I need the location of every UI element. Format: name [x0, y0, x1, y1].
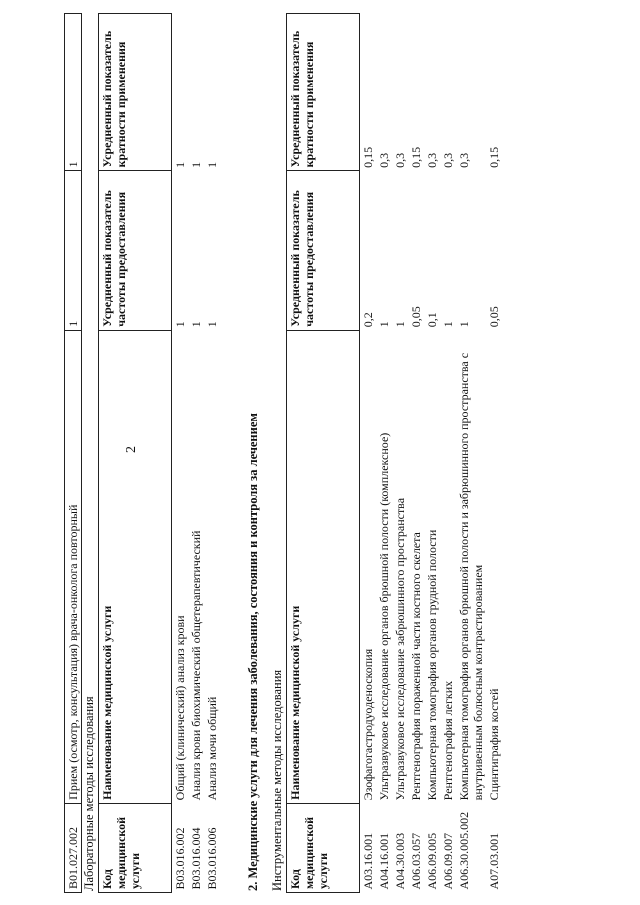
page-number: 2 [124, 446, 139, 453]
cell-code: A03.16.001 [361, 832, 375, 890]
table-row [172, 14, 189, 893]
cell-code: A07.03.001 [487, 832, 501, 890]
cell-multiplicity: 0,15 [409, 146, 423, 168]
table-row [486, 14, 502, 893]
cell-name: Сцинтиграфия костей [487, 688, 501, 801]
cell-code: A06.09.007 [441, 832, 455, 890]
table-row [65, 14, 82, 893]
cell-code: A06.03.057 [409, 832, 423, 890]
cell-code: A06.09.005 [425, 832, 439, 890]
cell-multiplicity: 0,3 [441, 152, 455, 168]
cell-name: Общий (клинический) анализ крови [173, 615, 187, 801]
cell-code: B03.016.006 [205, 827, 219, 890]
cell-name: Ультразвуковое исследование забрюшинного пространства [393, 497, 407, 801]
lab-section-title: Лабораторные методы исследования [82, 696, 96, 891]
cell-multiplicity: 0,3 [425, 152, 439, 168]
table-row [188, 14, 204, 893]
cell-name: Компьютерная томография органов брюшной полости и забрюшинного пространства с внутривенным болюсным контрастированием [457, 352, 485, 801]
top-row-table [64, 13, 82, 893]
cell-multiplicity: 1 [205, 161, 219, 168]
header-row [287, 14, 360, 893]
cell-frequency: 1 [65, 171, 82, 330]
header-frequency: Усредненный показатель частоты предоставления [99, 171, 172, 330]
cell-frequency: 1 [393, 321, 407, 328]
cell-code: A04.16.001 [377, 832, 391, 890]
cell-frequency: 1 [173, 321, 187, 328]
cell-frequency: 1 [457, 321, 471, 328]
table-row [376, 14, 392, 893]
cell-name: Анализ крови биохимический общетерапевтический [189, 530, 203, 801]
header-row [99, 14, 172, 893]
header-name: Наименование медицинской услуги [287, 330, 360, 803]
cell-name: Прием (осмотр, консультация) врача-онколога повторный [65, 330, 82, 803]
cell-code: B01.027.002 [65, 803, 82, 892]
cell-frequency: 0,1 [425, 312, 439, 328]
header-frequency: Усредненный показатель частоты предоставления [287, 171, 360, 330]
cell-name: Анализ мочи общий [205, 696, 219, 801]
header-code: Код медицинской услуги [287, 803, 360, 892]
header-multiplicity: Усредненный показатель кратности применения [99, 14, 172, 171]
cell-frequency: 1 [377, 321, 391, 328]
header-multiplicity: Усредненный показатель кратности применения [287, 14, 360, 171]
cell-multiplicity: 1 [65, 14, 82, 171]
cell-code: A06.30.005.002 [457, 811, 471, 890]
instr-table [286, 13, 502, 893]
cell-multiplicity: 1 [189, 161, 203, 168]
instr-section-title: Инструментальные методы исследования [270, 669, 284, 891]
cell-frequency: 0,05 [487, 306, 501, 328]
cell-code: B03.016.002 [173, 827, 187, 890]
cell-multiplicity: 0,3 [393, 152, 407, 168]
cell-code: B03.016.004 [189, 827, 203, 890]
cell-frequency: 0,05 [409, 306, 423, 328]
cell-frequency: 0,2 [361, 312, 375, 328]
table-row [392, 14, 408, 893]
cell-name: Рентгенография легких [441, 680, 455, 801]
cell-frequency: 1 [205, 321, 219, 328]
table-row [204, 14, 220, 893]
cell-name: Компьютерная томография органов грудной полости [425, 529, 439, 801]
cell-multiplicity: 1 [173, 161, 187, 168]
table-row [360, 14, 377, 893]
cell-code: A04.30.003 [393, 832, 407, 890]
cell-frequency: 1 [189, 321, 203, 328]
lab-table [98, 13, 220, 893]
cell-frequency: 1 [441, 321, 455, 328]
header-code: Код медицинской услуги [99, 803, 172, 892]
cell-multiplicity: 0,15 [487, 146, 501, 168]
cell-name: Ультразвуковое исследование органов брюшной полости (комплексное) [377, 432, 391, 801]
cell-name: Рентгенография пораженной части костного скелета [409, 532, 423, 801]
section-2-title: 2. Медицинские услуги для лечения заболевания, состояния и контроля за лечением [246, 413, 260, 891]
cell-multiplicity: 0,15 [361, 146, 375, 168]
cell-multiplicity: 0,3 [457, 152, 471, 168]
table-row [424, 14, 440, 893]
table-row [456, 14, 486, 893]
table-row [408, 14, 424, 893]
table-row [440, 14, 456, 893]
header-name: Наименование медицинской услуги [99, 330, 172, 803]
cell-multiplicity: 0,3 [377, 152, 391, 168]
cell-name: Эзофагогастродуоденоскопия [361, 648, 375, 801]
